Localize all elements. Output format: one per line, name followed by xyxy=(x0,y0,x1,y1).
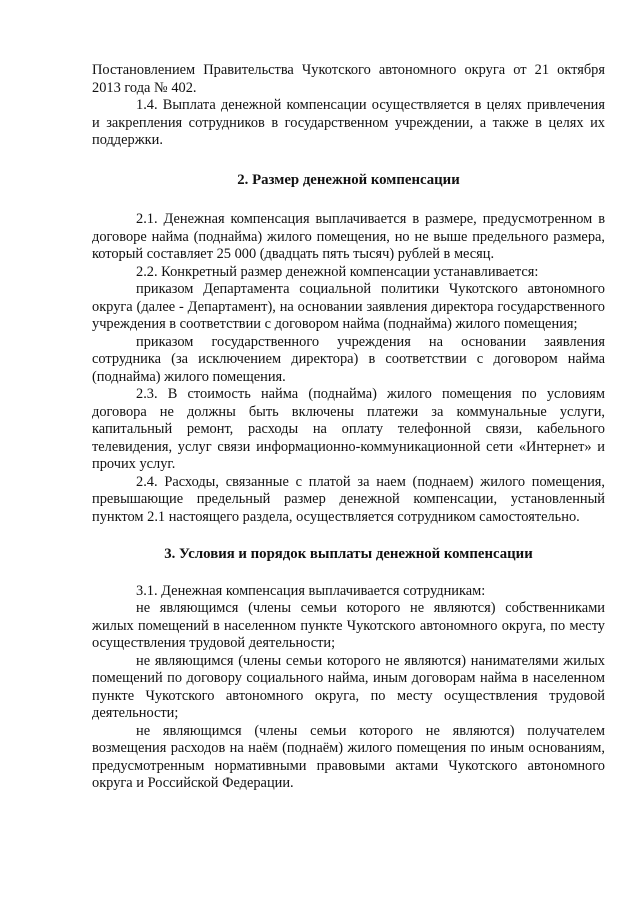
continuation-paragraph: Постановлением Правительства Чукотского автономного округа от 21 октября 2013 года № 402. xyxy=(92,62,605,96)
paragraph-1-4: 1.4. Выплата денежной компенсации осуществляется в целях привлечения и закрепления сотрудников в государственном учреждении, а также в целях их поддержки. xyxy=(92,97,605,148)
section-3-heading: 3. Условия и порядок выплаты денежной компенсации xyxy=(164,546,533,562)
paragraph-2-2-department-order: приказом Департамента социальной политики Чукотского автономного округа (далее - Департамент), на основании заявления директора государственного учреждения в соответствии с договором найма (поднайма) жилого помещения; xyxy=(92,281,605,332)
section-2-heading: 2. Размер денежной компенсации xyxy=(237,171,460,188)
paragraph-3-1: 3.1. Денежная компенсация выплачивается сотрудникам: xyxy=(136,582,486,599)
paragraph-2-3: 2.3. В стоимость найма (поднайма) жилого помещения по условиям договора не должны быть включены платежи за коммунальные услуги, капитальный ремонт, расходы на оплату телефонной связи, кабельного телевидения, услуг связи информационно-коммуникационной сети «Интернет» и прочих услуг. xyxy=(92,386,605,472)
paragraph-2-4: 2.4. Расходы, связанные с платой за наем (поднаем) жилого помещения, превышающие предельный размер денежной компенсации, установленный пунктом 2.1 настоящего раздела, осуществляется сотрудником самостоятельно. xyxy=(92,473,605,525)
paragraph-3-1-not-tenants: не являющимся (члены семьи которого не являются) нанимателями жилых помещений по договору социального найма, иным договорам найма в населенном пункте Чукотского автономного округа, по месту осуществления трудовой деятельности; xyxy=(92,652,605,721)
paragraph-3-1-not-owners: не являющимся (члены семьи которого не являются) собственниками жилых помещений в населенном пункте Чукотского автономного округа, по месту осуществления трудовой деятельности; xyxy=(92,600,605,651)
paragraph-2-2: 2.2. Конкретный размер денежной компенсации устанавливается: xyxy=(136,263,539,280)
document-page xyxy=(92,62,605,793)
paragraph-2-2-institution-order: приказом государственного учреждения на основании заявления сотрудника (за исключением директора) в соответствии с договором найма (поднайма) жилого помещения. xyxy=(92,333,605,385)
paragraph-2-1: 2.1. Денежная компенсация выплачивается в размере, предусмотренном в договоре найма (поднайма) жилого помещения, но не выше предельного размера, который составляет 25 000 (двадцать пять тысяч) рублей в месяц. xyxy=(92,211,605,262)
paragraph-3-1-not-recipients: не являющимся (члены семьи которого не являются) получателем возмещения расходов на наём (поднаём) жилого помещения по иным основаниям, предусмотренным нормативными правовыми актами Чукотского автономного округа и Российской Федерации. xyxy=(92,722,605,791)
